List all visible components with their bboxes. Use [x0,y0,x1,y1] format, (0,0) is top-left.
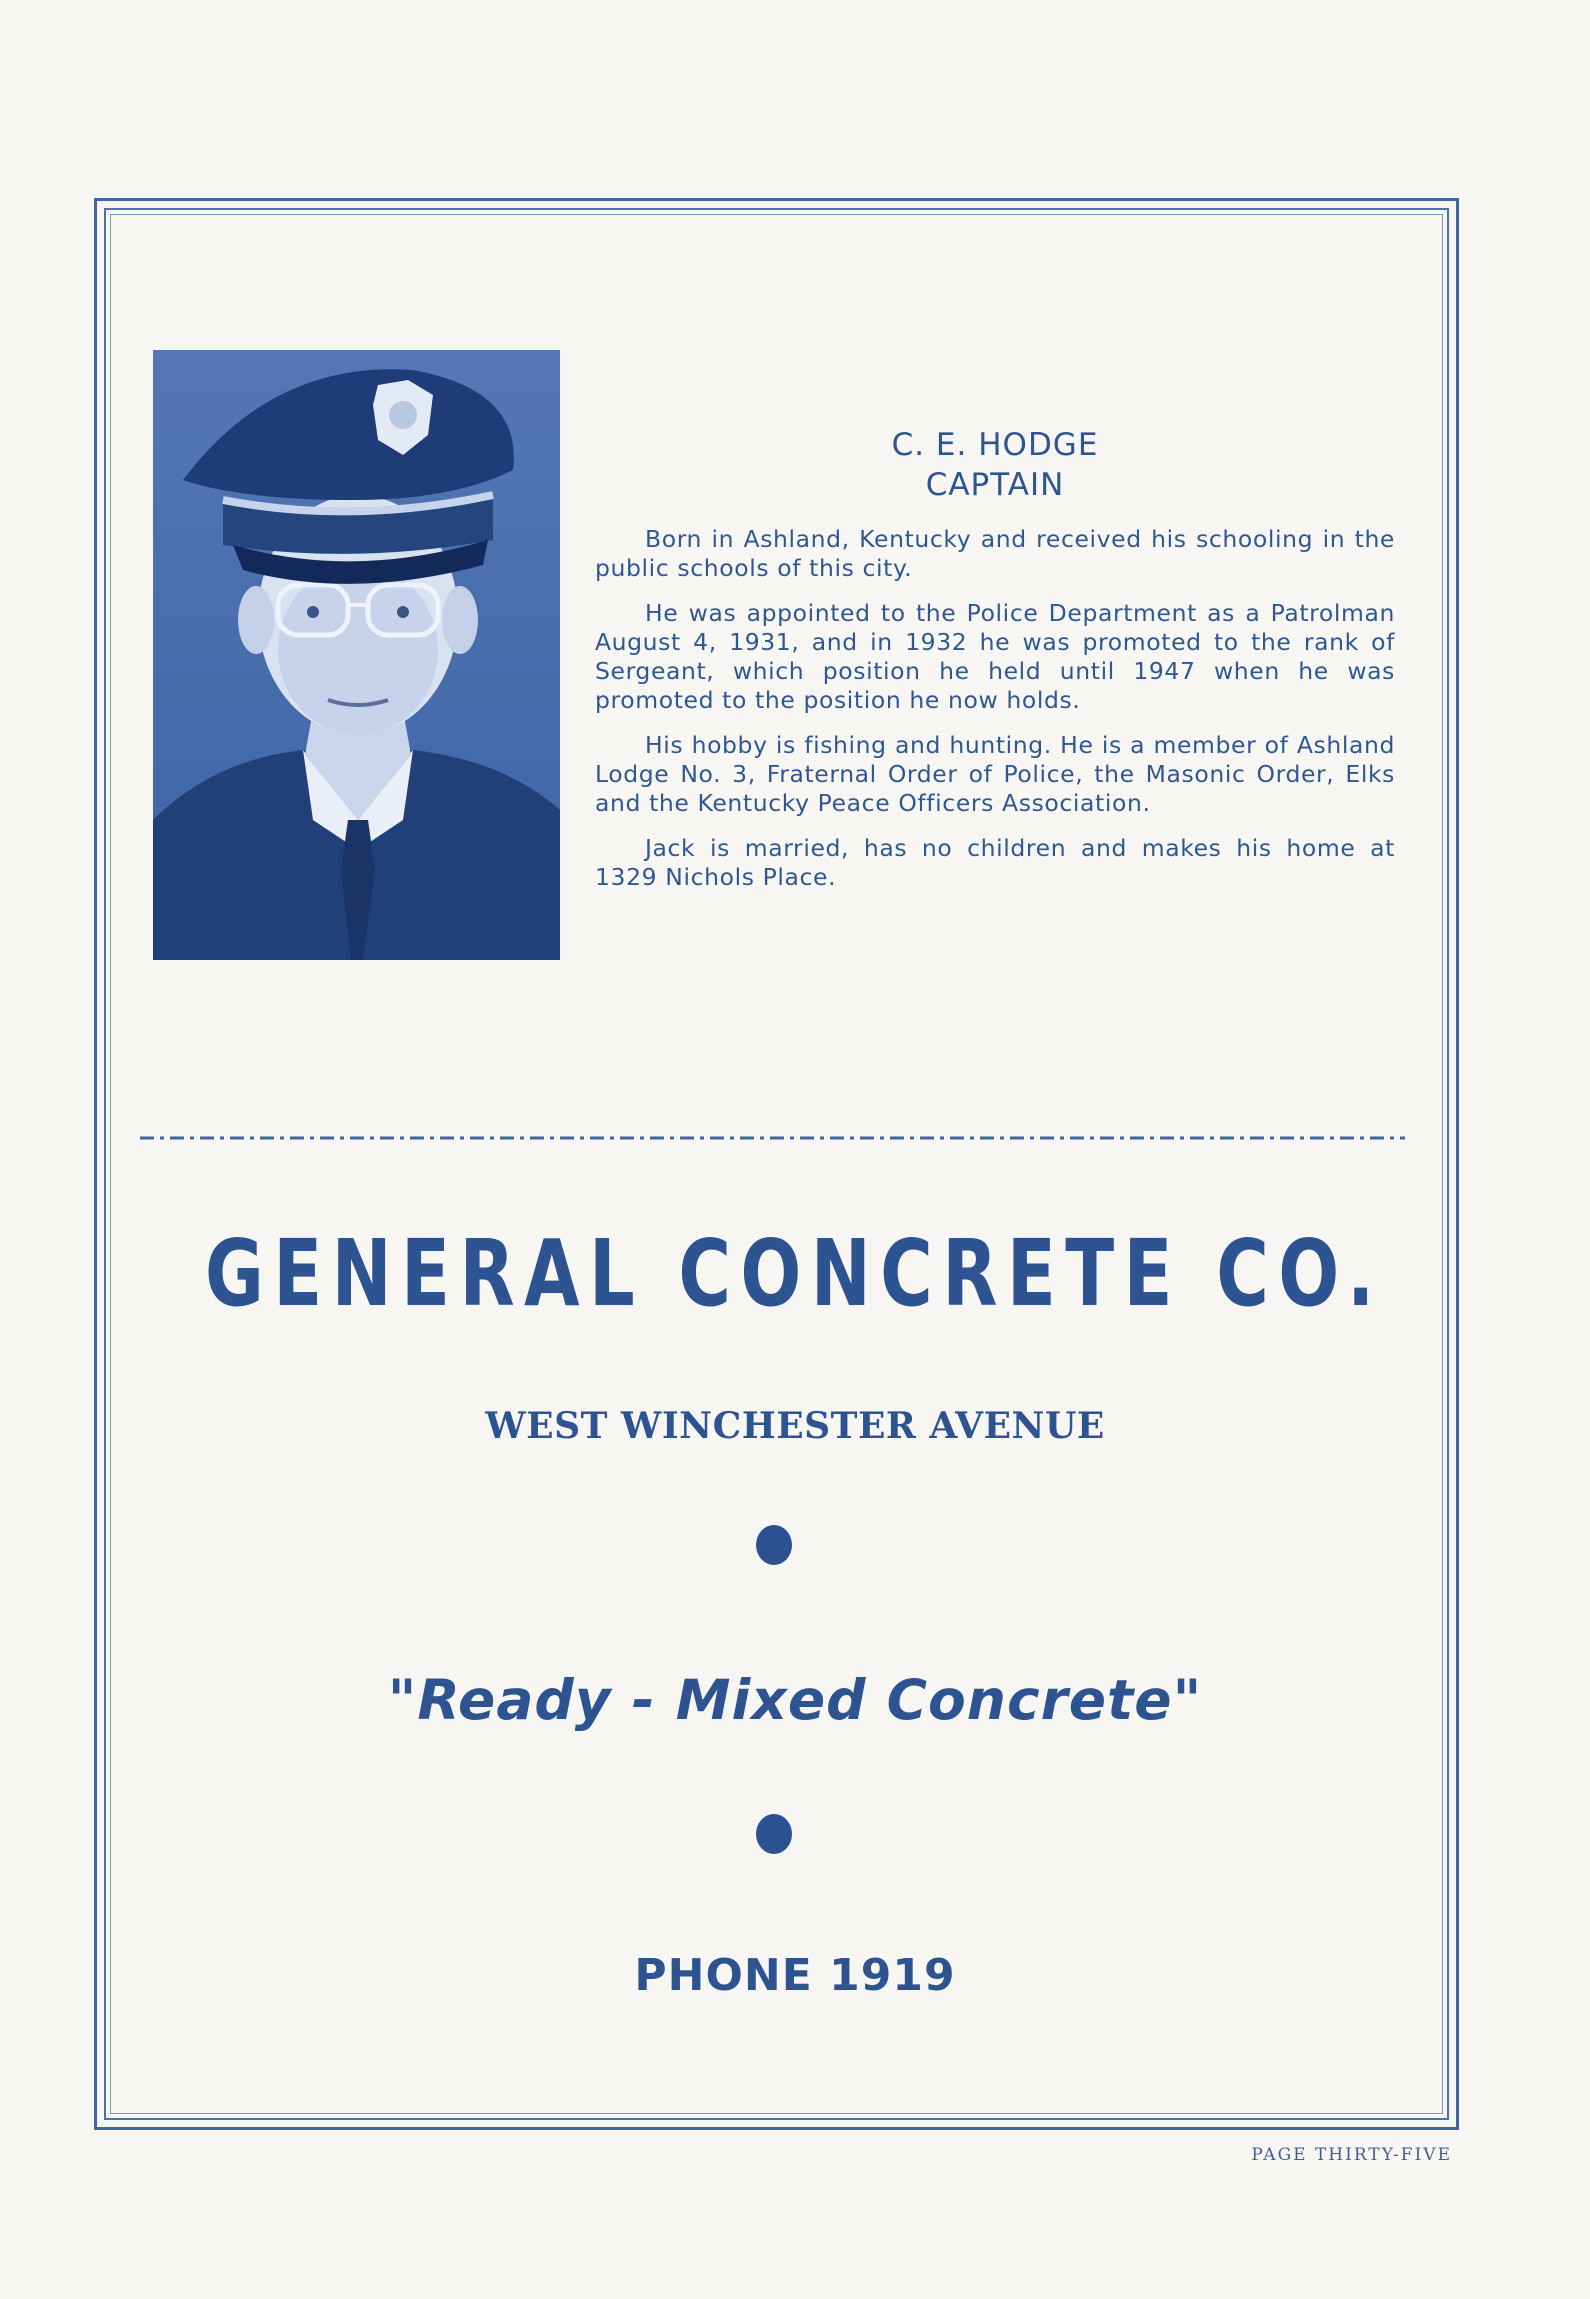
company-slogan: "Ready - Mixed Concrete" [387,1668,1203,1732]
bio-paragraph: Jack is married, has no children and makes his home at 1329 Nichols Place. [595,834,1395,891]
dashed-divider [140,1134,1405,1142]
officer-bio [595,425,1395,892]
company-name: GENERAL CONCRETE CO. [205,1220,1384,1327]
officer-portrait-photo [153,350,560,960]
bullet-dot-icon [756,1525,792,1565]
officer-rank: CAPTAIN [925,467,1065,503]
company-address: WEST WINCHESTER AVENUE [485,1405,1105,1447]
bio-paragraph: His hobby is fishing and hunting. He is a member of Ashland Lodge No. 3, Fraternal Order of Police, the Masonic Order, Elks and the Kentucky Peace Officers Association. [595,731,1395,817]
company-phone: PHONE 1919 [634,1950,956,2001]
page-number: PAGE THIRTY-FIVE [1251,2145,1452,2165]
officer-name: C. E. HODGE [891,427,1099,463]
bio-paragraph: Born in Ashland, Kentucky and received his schooling in the public schools of this city. [595,525,1395,582]
bio-paragraph: He was appointed to the Police Department as a Patrolman August 4, 1931, and in 1932 he was promoted to the rank of Sergeant, which position he held until 1947 when he was promoted to the position he now holds. [595,599,1395,714]
bullet-dot-icon [756,1814,792,1854]
